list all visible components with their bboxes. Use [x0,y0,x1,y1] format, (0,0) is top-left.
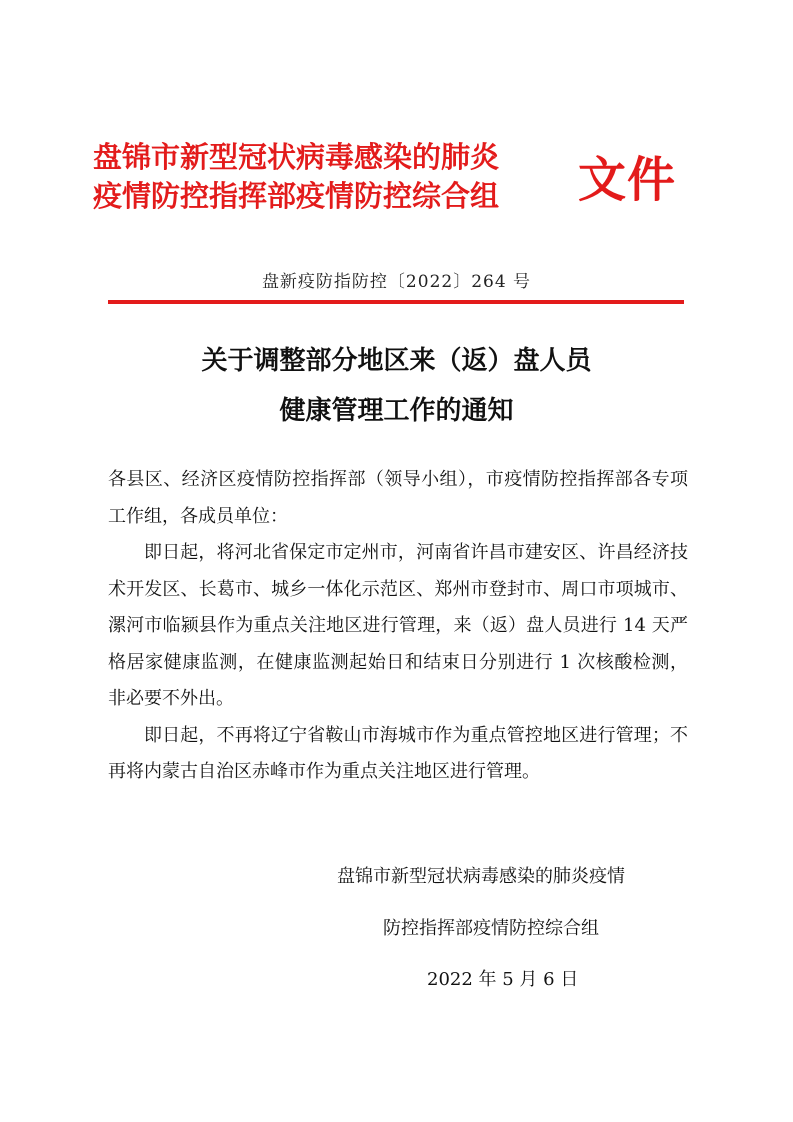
document-number: 盘新疫防指防控〔2022〕264 号 [261,272,532,292]
document-type-label: 文件 [578,152,677,208]
document-title-line-1: 关于调整部分地区来（返）盘人员 [201,346,592,376]
issuing-organization-line-1: 盘锦市新型冠状病毒感染的肺炎 [93,140,500,174]
signature-date: 2022 年 5 月 6 日 [427,969,579,990]
issuing-organization [93,138,563,216]
signature-line-1: 盘锦市新型冠状病毒感染的肺炎疫情 [337,866,625,887]
issuing-organization-line-2: 疫情防控指挥部疫情防控综合组 [93,179,500,213]
body-paragraph-2: 即日起，不再将辽宁省鞍山市海城市作为重点管控地区进行管理；不再将内蒙古自治区赤峰市作为重点关注地区进行管理。 [108,724,688,782]
signature-line-2: 防控指挥部疫情防控综合组 [383,918,599,939]
document-body [108,462,688,791]
salutation: 各县区、经济区疫情防控指挥部（领导小组），市疫情防控指挥部各专项工作组，各成员单位： [108,469,688,527]
document-title-line-2: 健康管理工作的通知 [279,396,514,426]
body-paragraph-1: 即日起，将河北省保定市定州市，河南省许昌市建安区、许昌经济技术开发区、长葛市、城乡一体化示范区、郑州市登封市、周口市项城市、漯河市临颍县作为重点关注地区进行管理，来（返）盘人员进行 14 天严格居家健康监测，在健康监测起始日和结束日分别进行 1 次核酸检测，非必要不外出。 [108,542,688,709]
document-title [0,336,793,436]
red-divider-line [108,300,684,304]
